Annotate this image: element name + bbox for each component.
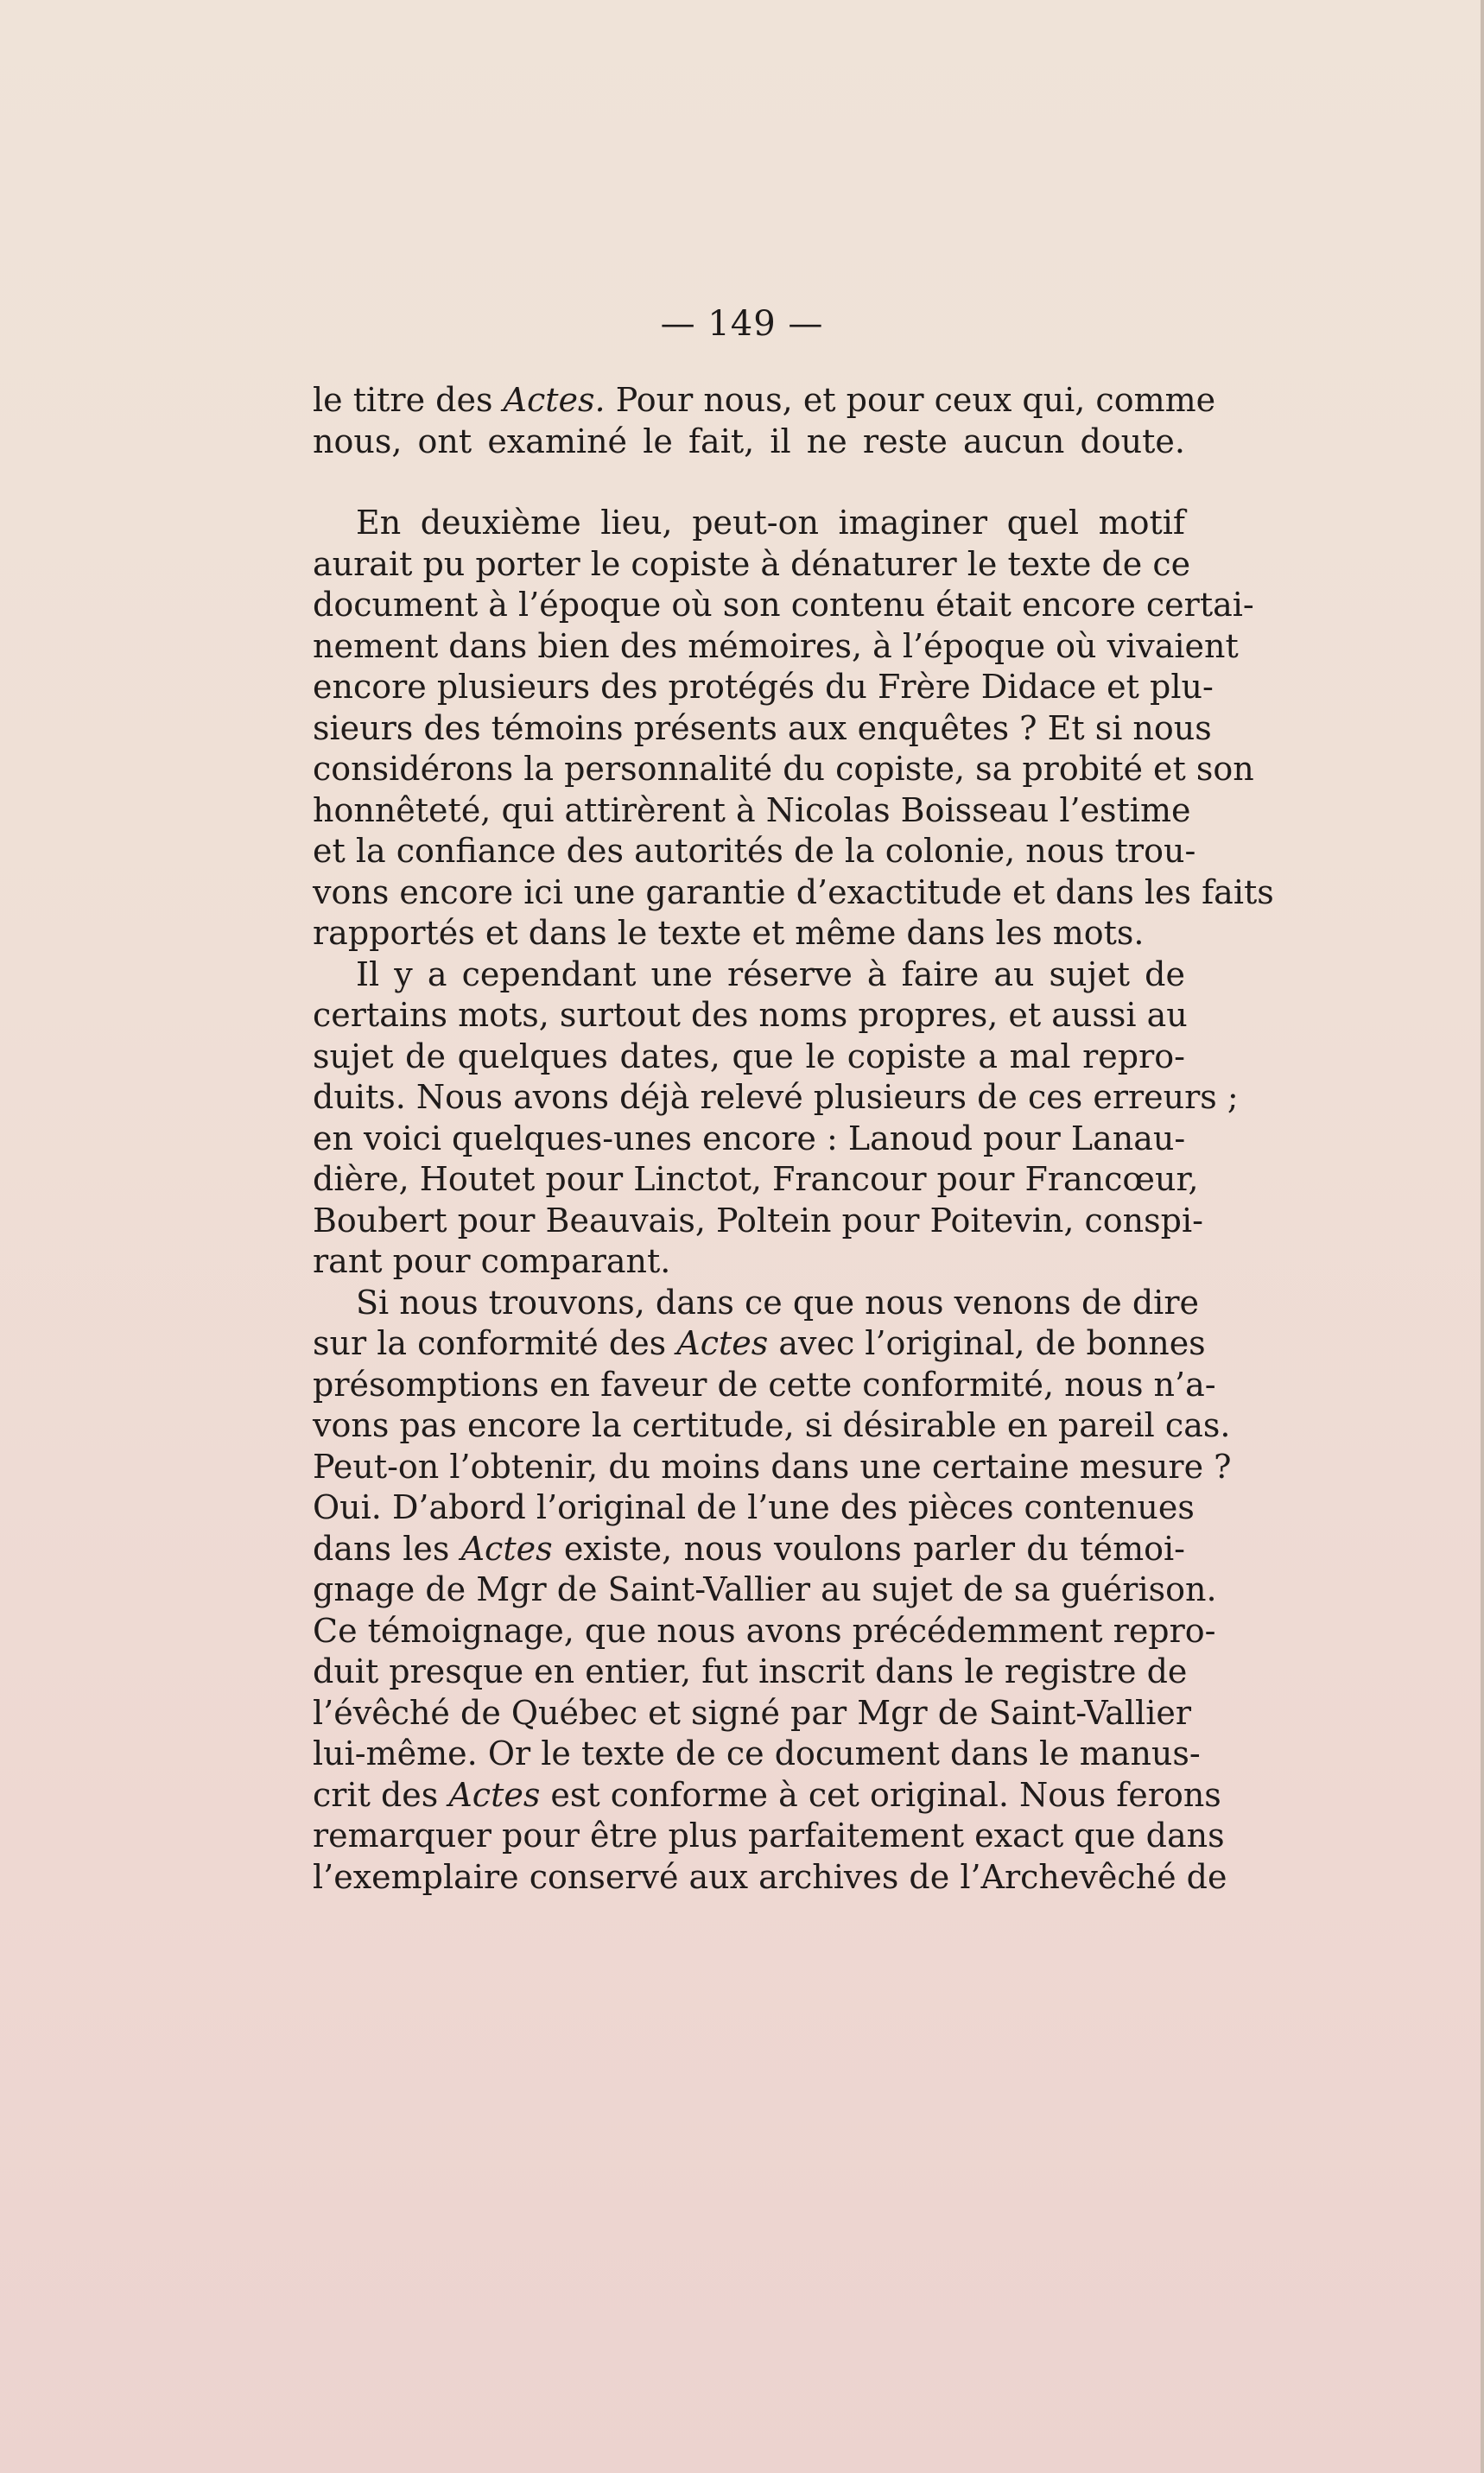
- italic-title: Actes.: [503, 381, 606, 419]
- text-line: sujet de quelques dates, que le copiste a mal repro-: [313, 1037, 1185, 1075]
- text-line: nous, ont examiné le fait, il ne reste aucun doute.: [313, 422, 1185, 460]
- text-line: sieurs des témoins présents aux enquêtes ? Et si nous: [313, 708, 1212, 747]
- text-line: Oui. D’abord l’original de l’une des pièces contenues: [313, 1488, 1195, 1526]
- text-line: Boubert pour Beauvais, Poltein pour Poitevin, conspi-: [313, 1201, 1203, 1240]
- italic-title: Actes: [448, 1775, 541, 1814]
- text-line: Peut-on l’obtenir, du moins dans une certaine mesure ?: [313, 1447, 1232, 1486]
- text-line: et la confiance des autorités de la colonie, nous trou-: [313, 832, 1196, 870]
- text-line: lui-même. Or le texte de ce document dans le manus-: [313, 1734, 1201, 1772]
- text-line: considérons la personnalité du copiste, sa probité et son: [313, 750, 1254, 788]
- text-line: aurait pu porter le copiste à dénaturer le texte de ce: [313, 544, 1191, 583]
- italic-title: Actes: [676, 1324, 769, 1362]
- page-number: — 149 —: [660, 304, 824, 344]
- text-line: En deuxième lieu, peut-on imaginer quel motif: [356, 504, 1185, 542]
- paragraph: [313, 954, 1239, 1283]
- paragraph: [313, 1283, 1232, 1899]
- text-line: Ce témoignage, que nous avons précédemment repro-: [313, 1611, 1216, 1650]
- text-line: Il y a cependant une réserve à faire au sujet de: [356, 954, 1185, 993]
- paragraph: [313, 380, 1216, 462]
- text-line: gnage de Mgr de Saint-Vallier au sujet de sa guérison.: [313, 1570, 1217, 1608]
- page-edge: [1481, 0, 1484, 2473]
- text-line: dière, Houtet pour Linctot, Francour pour Francœur,: [313, 1160, 1199, 1198]
- text-line: le titre des Actes. Pour nous, et pour ceux qui, comme: [313, 381, 1216, 419]
- text-line: dans les Actes existe, nous voulons parler du témoi-: [313, 1529, 1186, 1568]
- text-line: honnêteté, qui attirèrent à Nicolas Boisseau l’estime: [313, 790, 1191, 829]
- text-line: document à l’époque où son contenu était encore certai-: [313, 586, 1254, 624]
- text-line: certains mots, surtout des noms propres, et aussi au: [313, 996, 1188, 1034]
- text-line: nement dans bien des mémoires, à l’époque où vivaient: [313, 626, 1239, 665]
- text-line: en voici quelques-unes encore : Lanoud pour Lanau-: [313, 1119, 1186, 1157]
- text-line: remarquer pour être plus parfaitement exact que dans: [313, 1817, 1225, 1855]
- text-line: duits. Nous avons déjà relevé plusieurs de ces erreurs ;: [313, 1078, 1239, 1116]
- text-line: l’exemplaire conservé aux archives de l’Archevêché de: [313, 1857, 1227, 1896]
- text-line: Si nous trouvons, dans ce que nous venons de dire: [356, 1283, 1199, 1322]
- text-line: rapportés et dans le texte et même dans les mots.: [313, 914, 1145, 952]
- text-line: vons encore ici une garantie d’exactitude et dans les faits: [313, 872, 1274, 911]
- paragraph: [313, 503, 1274, 954]
- text-line: duit presque en entier, fut inscrit dans le registre de: [313, 1652, 1188, 1690]
- text-line: encore plusieurs des protégés du Frère Didace et plu-: [313, 668, 1214, 706]
- text-line: présomptions en faveur de cette conformité, nous n’a-: [313, 1365, 1216, 1404]
- text-line: sur la conformité des Actes avec l’original, de bonnes: [313, 1324, 1206, 1362]
- italic-title: Actes: [460, 1529, 553, 1568]
- text-line: crit des Actes est conforme à cet original. Nous ferons: [313, 1775, 1221, 1814]
- text-line: l’évêché de Québec et signé par Mgr de Saint-Vallier: [313, 1693, 1192, 1732]
- text-line: rant pour comparant.: [313, 1242, 671, 1280]
- body-text: [313, 380, 1274, 1898]
- text-line: vons pas encore la certitude, si désirable en pareil cas.: [313, 1406, 1231, 1444]
